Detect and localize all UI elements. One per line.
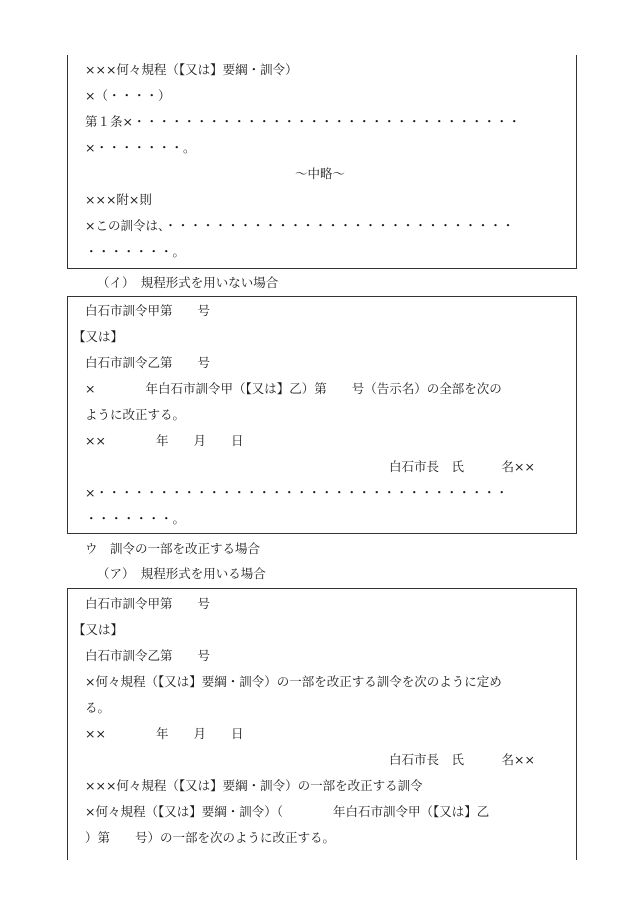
block3-top-border [67, 588, 577, 589]
block2-line: 白石市訓令乙第 号 [85, 355, 211, 370]
block2-line: 白石市訓令甲第 号 [85, 303, 211, 318]
block2-line: 【又は】 [73, 329, 124, 344]
block3-line: ）第 号）の一部を次のように改正する。 [85, 830, 336, 845]
block3-line: 【又は】 [73, 622, 124, 637]
block1-line: ×この訓令は、・・・・・・・・・・・・・・・・・・・・・・・・・・・・ [85, 218, 515, 233]
block2-line: ように改正する。 [85, 407, 186, 422]
block3-left-border [67, 588, 68, 860]
block3-signature: 白石市長 氏 名×× [389, 752, 535, 767]
section-heading: （ア） 規程形式を用いる場合 [97, 566, 266, 581]
block2-line: × 年白石市訓令甲（【又は】乙）第 号（告示名）の全部を次の [85, 381, 502, 396]
block1-line: ・・・・・・・。 [85, 244, 186, 259]
block1-right-border [576, 55, 577, 269]
block3-line: ×何々規程（【又は】要綱・訓令）（ 年白石市訓令甲（【又は】乙 [85, 804, 490, 819]
block2-line: ×× 年 月 日 [85, 433, 244, 448]
block1-bottom-border [67, 268, 577, 269]
block1-line: ×××附×則 [85, 192, 152, 207]
block3-line: る。 [85, 700, 111, 715]
block1-line: ×（・・・・） [85, 88, 171, 103]
block3-line: ×××何々規程（【又は】要綱・訓令）の一部を改正する訓令 [85, 778, 423, 793]
block2-signature: 白石市長 氏 名×× [389, 459, 535, 474]
block1-line-center: ～中略～ [295, 166, 346, 181]
block3-line: ×× 年 月 日 [85, 726, 244, 741]
block2-line: ・・・・・・・。 [85, 511, 186, 526]
block3-right-border [576, 588, 577, 860]
section-heading: ウ 訓令の一部を改正する場合 [85, 541, 261, 556]
block3-line: ×何々規程（【又は】要綱・訓令）の一部を改正する訓令を次のように定め [85, 674, 502, 689]
block3-line: 白石市訓令甲第 号 [85, 596, 211, 611]
section-heading: （イ） 規程形式を用いない場合 [97, 275, 279, 290]
block1-left-border [67, 55, 68, 269]
block2-line: ×・・・・・・・・・・・・・・・・・・・・・・・・・・・・・・・・・ [85, 485, 508, 500]
block1-line: ×・・・・・・・。 [85, 140, 196, 155]
block1-line: ×××何々規程（【又は】要綱・訓令） [85, 62, 298, 77]
block1-line: 第１条×・・・・・・・・・・・・・・・・・・・・・・・・・・・・・・・ [85, 114, 521, 129]
block3-line: 白石市訓令乙第 号 [85, 648, 211, 663]
